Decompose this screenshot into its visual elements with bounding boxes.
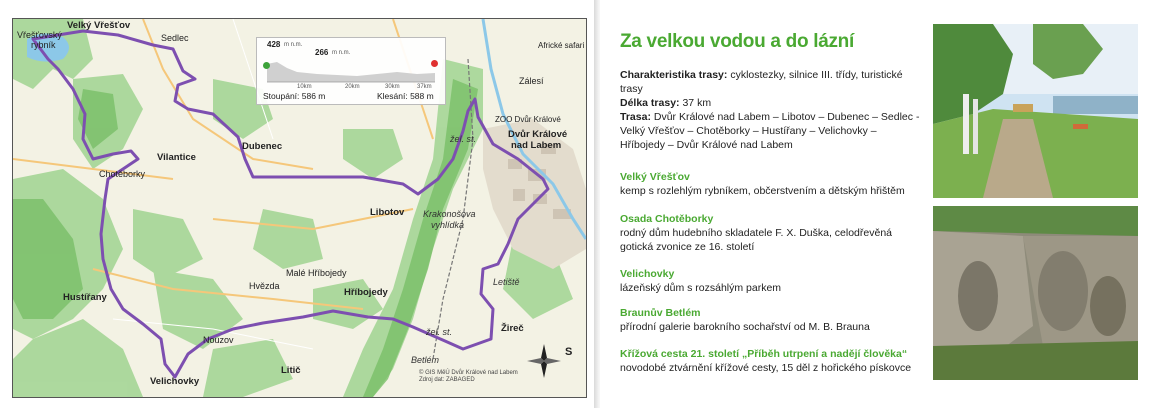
start-pin-icon	[263, 62, 270, 69]
profile-ascent: Stoupání: 586 m	[263, 91, 326, 101]
stop-item	[620, 306, 920, 334]
profile-descent: Klesání: 588 m	[377, 91, 434, 101]
stop-title: Osada Chotěborky	[620, 213, 714, 225]
place-vrestovsky-rybnik: Vřešťovský	[17, 30, 62, 40]
route-value: Dvůr Králové nad Labem – Libotov – Dubenec – Sedlec - Velký Vřešťov – Chotěborky – Hustířany – Velichovky – Hříbojedy – Dvůr Králové nad Labem	[620, 111, 920, 151]
stop-desc: novodobé ztvárnění křížové cesty, 15 děl z hořického pískovce	[620, 362, 912, 374]
place-hribojedy: Hříbojedy	[344, 287, 388, 298]
char-value: cyklostezky, silnice III. třídy, turistické trasy	[620, 69, 903, 95]
length-label: Délka trasy:	[620, 97, 680, 109]
place-vrestovsky-rybnik-2: rybník	[31, 40, 56, 50]
place-betlem: Betlém	[411, 355, 440, 365]
stop-desc: kemp s rozlehlým rybníkem, občerstvením a dětským hřištěm	[620, 185, 905, 197]
place-sedlec: Sedlec	[161, 33, 189, 43]
profile-tick-3: 30km	[385, 84, 400, 90]
stop-item	[620, 347, 940, 375]
lake-path-photo	[933, 24, 1138, 198]
stop-desc: lázeňský dům s rozsáhlým parkem	[620, 282, 782, 294]
place-libotov: Libotov	[370, 207, 405, 218]
stop-item	[620, 170, 920, 198]
map-credit-line-1: © GIS MěÚ Dvůr Králové nad Labem	[419, 370, 518, 376]
profile-unit-2: m n.m.	[332, 50, 351, 56]
place-hustirany: Hustířany	[63, 292, 107, 303]
stop-item	[620, 267, 920, 295]
place-zirec: Žireč	[501, 323, 524, 334]
place-nouzov: Nouzov	[203, 335, 234, 345]
braun-betlem-photo	[933, 206, 1138, 380]
profile-start-elevation: 428	[267, 40, 281, 49]
place-velichovky: Velichovky	[150, 376, 200, 387]
place-dubenec: Dubenec	[242, 141, 283, 152]
place-krakonosova-vyhlidka-2: vyhlídka	[431, 220, 465, 230]
place-velky-vrestov: Velký Vřešťov	[67, 20, 131, 31]
profile-tick-1: 10km	[297, 84, 312, 90]
elevation-profile	[256, 37, 446, 105]
place-dvur-kralove-2: nad Labem	[511, 140, 562, 151]
stop-desc: rodný dům hudebního skladatele F. X. Duška, celodřevěná gotická zvonice ze 16. století	[620, 227, 893, 253]
stop-title: Velichovky	[620, 268, 675, 280]
stop-title: Braunův Betlém	[620, 307, 701, 319]
char-label: Charakteristika trasy:	[620, 69, 728, 81]
stop-desc: přírodní galerie barokního sochařství od M. B. Brauna	[620, 321, 870, 333]
compass-north-label: S	[565, 346, 573, 358]
stop-title: Velký Vřešťov	[620, 171, 690, 183]
place-zoo: ZOO Dvůr Králové	[495, 115, 561, 124]
right-page	[600, 0, 1170, 408]
place-letiste: Letiště	[493, 277, 520, 287]
end-pin-icon	[431, 60, 438, 67]
compass-rose-icon	[527, 344, 561, 378]
place-vilantice: Vilantice	[157, 152, 196, 163]
profile-tick-2: 20km	[345, 84, 360, 90]
trail-info	[620, 68, 920, 152]
page-title: Za velkou vodou a do lázní	[620, 31, 854, 52]
map-credit-line-2: Zdroj dat: ZABAGED	[419, 377, 475, 383]
profile-unit-1: m n.m.	[284, 42, 303, 48]
place-zel-st-1: žel. st.	[450, 134, 477, 144]
place-zalesi: Zálesí	[519, 76, 544, 86]
place-hvezda: Hvězda	[249, 281, 280, 291]
place-krakonosova-vyhlidka: Krakonošova	[423, 209, 476, 219]
place-africke-safari: Africké safari	[538, 41, 585, 50]
route-map[interactable]	[12, 18, 587, 398]
profile-mid-elevation: 266	[315, 48, 329, 57]
map-credit	[419, 370, 529, 384]
profile-tick-4: 37km	[417, 84, 432, 90]
length-value: 37 km	[682, 97, 712, 109]
stop-title: Křížová cesta 21. století „Příběh utrpení a nadějí člověka“	[620, 348, 908, 360]
place-male-hribojedy: Malé Hříbojedy	[286, 268, 347, 278]
place-choteborky: Chotěborky	[99, 169, 146, 179]
stop-item	[620, 212, 920, 254]
place-litic: Litič	[281, 365, 301, 376]
place-dvur-kralove: Dvůr Králové	[508, 129, 568, 140]
place-zel-st-2: žel. st.	[426, 327, 453, 337]
route-label: Trasa:	[620, 111, 651, 123]
